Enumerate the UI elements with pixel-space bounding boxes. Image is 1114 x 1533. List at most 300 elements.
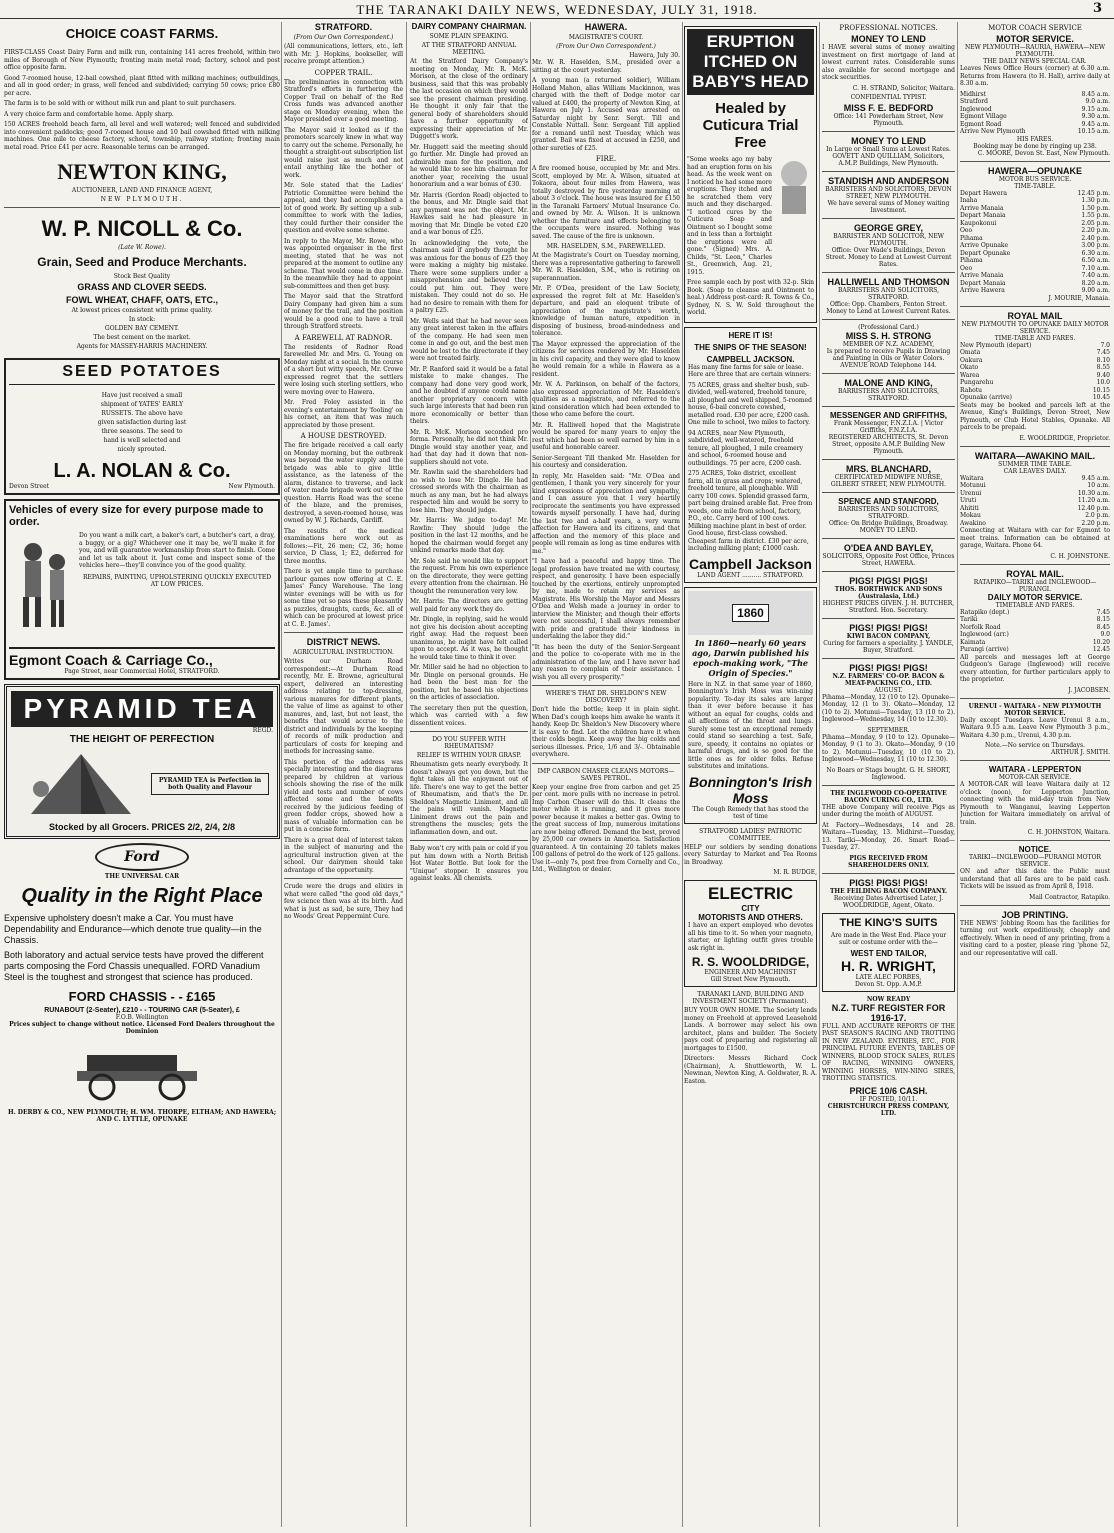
job-printing-body: THE NEWS' Jobbing Room has the facilities for turning out work expeditiously, cheaply and effectively. When in need of any printing, from a visiting card to a poster, please ring 'phone 52, and our representative will call. [960,919,1110,957]
nz-agent: No Boars or Stags bought. G. H. SHORT, Inglewood. [826,766,951,781]
timetable-time: 1.30 p.m. [1081,197,1110,204]
column-5 [684,22,817,1527]
ford-ad [4,843,280,1123]
royal-mail-2-heading: ROYAL MAIL. [1006,568,1064,579]
article-text: Mr. Huggett said the meeting should go further. Mr. Dingle had proved an admirable man for the position, and he would like to see him chairman for another year, receiving the usual honorarium and a war bonus of £30. [410,143,528,188]
inglewood-paid: PIGS RECEIVED FROM SHAREHOLDERS ONLY. [848,854,929,869]
article-text: The preliminaries in connection with Stratford's efforts in furthering the Copper Trail on behalf of the Red Cross funds was advanced another stage on Monday evening, when the Mayor presided over a good meeting. [284,78,403,123]
timetable-row [960,357,1110,365]
motor-booking: Booking may be done by ringing up 238. [973,142,1097,150]
motor-owner: C. MOORE, Devon St. East, New Plymouth. [977,149,1110,157]
ford-fob: F.O.B. Wellington [115,1014,169,1021]
timetable-place: Pihama [960,257,983,264]
timetable-time: 9.40 [1096,371,1110,379]
money-body-2: In Large or Small Sums at Lowest Rates. [826,145,951,153]
odea-sub: SOLICITORS, Opposite Post Office, Princes Street, HAWERA. [822,552,955,567]
timetable-time: 10.30 a.m. [1077,489,1110,497]
timetable-row [960,272,1110,280]
timetable-time: 7.0 [1100,341,1110,349]
feilding-heading: THE FEILDING BACON COMPANY. [829,887,948,895]
timetable-place: Arrive New Plymouth [960,128,1026,135]
timetable-place: Egmont Village [960,113,1007,120]
prof-notices-heading: PROFESSIONAL NOTICES. [839,24,938,32]
pigs-heading: PIGS! PIGS! PIGS! [849,662,928,673]
pyramid-prices: Stocked by all Grocers. PRICES 2/2, 2/4, 2/8 [48,822,236,832]
messenger-arch: REGISTERED ARCHITECTS, St. Devon Street, opposite A.M.P. Building New Plymouth. [828,433,949,455]
motorists-heading: MOTORISTS AND OTHERS. [698,913,803,922]
timetable-time: 6.50 a.m. [1081,257,1110,264]
timetable-place: Pihama [960,234,983,242]
timetable-place: Arrive Manaia [960,204,1004,212]
timetable-place: Norfolk Road [960,623,1001,631]
timetable-place: Opunake (arrive) [960,394,1013,401]
timetable-time: 9.45 a.m. [1081,120,1110,128]
article-text: Mr. Sole said he would like to support the request. From his own experience on the directorate, they were getting every attention from the chairman. He thought the remuneration very low. [410,557,528,595]
campbell-jackson-ad [684,327,817,583]
ford-car-illustration [4,1041,280,1103]
article-text: In reply, Mr. Haselden said: "Mr. O'Dea and gentlemen, I thank you very sincerely for your kind expressions of appreciation and sympathy, and I can assure you that I very heartily reciprocate the sentiments you have expressed towards myself personally. I have had, during the last two and a-half years, a very warm affection for Hawera and its citizens, and that affection and the memory of this place and people will remain as long as time endures with me." [532,472,680,555]
timetable-place: Inglewood [960,105,992,113]
timetable-place: New Plymouth (depart) [960,341,1032,349]
rheumatism-heading: DO YOU SUFFER WITH RHEUMATISM? [432,736,506,750]
dairy-sub: SOME PLAIN SPEAKING. [429,33,509,40]
nicoll-seeds: GRASS AND CLOVER SEEDS. [77,282,207,292]
govett-quilliam: GOVETT AND QUILLIAM, Solicitors, A.M.P. Buildings, New Plymouth. [832,152,945,167]
newton-king-sub: AUCTIONEER, LAND AND FINANCE AGENT, [71,187,213,194]
waitara-sub: SUMMER TIME TABLE. [998,460,1072,468]
royal-note: Seats may be booked and parcels left at the Avenue, King's Buildings, Devon Street, New Plymouth, or Club Hotel Stables, Opunake. All parcels to be prepaid. [960,401,1110,431]
peppermint-cure-verse: Crude were the drugs and elixirs in what were called "the good old days," few science then was at its birth. And what is just as sad, be sure, They had no Woods' Great Peppermint Cure. [284,883,403,920]
pyramid-tea-regd: REGD. [252,727,273,734]
timetable-time: 10.15 [1092,386,1110,394]
article-text: Mr. R. McK. Morison seconded pro forma. Personally, he did not think Mr. Dingle would stay another year, and had that day had it down that non-suppliers should not vote. [410,428,528,466]
sheldon-heading: WHERE'S THAT DR. SHELDON'S NEW DISCOVERY? [545,690,667,704]
motor-timetable [960,91,1110,136]
article-text: A young man (a returned soldier), William Holland Mahon, alias William Mackinnon, was charged with the theft of Dodge motor car valued at £400, the property of Newton King, at Hawera on July 1. Accused was arrested on Saturday night by Senr. Sergt. Till and Constable Nuttall. Senr. Sergeant Till applied for a remand until next Tuesday, which was granted. Bail was fixed at accused in £250, and other sureties of £25. [532,77,680,152]
timetable-time: 10.45 [1092,394,1110,401]
timetable-row [960,387,1110,395]
choice-farms-text: 150 ACRES freehold beach farm, all level and well watered; well fenced and subdivided into convenient paddocks; good 7-roomed house and 10 bail cowshed fitted with milking machines. One mile to cheese factory, school, township, railway station; fronting main metal road. Price £41 per acre. Reasonable terms can be arranged. [4,121,280,151]
article-text: At the Stratford Dairy Company's meeting on Monday, Mr. R. McK. Morison, at the close of the ordinary business, said that this was probably the last occasion on which they would see the present chairman presiding. He thought it only fair that the general body of shareholders should have a further opportunity of expressing their appreciation of Mr. Duggett's work. [410,58,528,140]
timetable-row [960,242,1110,250]
campbell-name: Campbell Jackson [689,555,812,572]
timetable-place: Stratford [960,98,988,105]
article-text: "I have had a peaceful and happy time. The legal profession have treated me with courtesy, respect, and generosity. I have been especially touched by the exertions, entirely unprompted by me, made to retain my services as Magistrate. His Worship the Mayor and Messrs O'Dea and Welsh made a journey in order to interview the Minister, and though their efforts were not successful, I shall always remember with pride and gratitude their kindness in undertaking the labor they did." [532,558,680,640]
timetable-time: 8.45 a.m. [1081,90,1110,98]
timetable-place: Kaimata [960,638,986,646]
timetable-place: Inaha [960,197,978,204]
nicoll-trade: Grain, Seed and Produce Merchants. [37,255,247,269]
timetable-time: 7.10 a.m. [1081,264,1110,272]
timetable-time: 3.00 p.m. [1081,242,1110,249]
column-2 [284,22,403,1527]
malone-sub: BARRISTERS AND SOLICITORS, STRATFORD. [837,387,940,402]
nz-schedule: Pihama—Monday, 12 (10 to 12). Opunake—Monday, 12 (1 to 3). Okato—Monday, 12 (10 to 2). Motunui—Tuesday, 13 (10 to 2). Inglewood—Wednesday, 14 (10 to 12.30). [822,693,955,723]
bedford-office: Office: 141 Powderham Street, New Plymouth. [833,112,944,127]
timetable-row [960,265,1110,273]
article-text: Senior-Sergeant Till thanked Mr. Haselden for his courtesy and consideration. [532,454,680,469]
article-text: Mr. Dingle, in replying, said he would not give his decision about accepting right away. Had the request been unanimous, he might have felt called upon to accept. As it was, he thought he would take time to think it over. [410,616,528,661]
dairy-chairman-heading: DAIRY COMPANY CHAIRMAN. [411,22,527,31]
article-text: In reply to the Mayor, Mr. Rowe, who was appointed organiser in the first meeting, stated that he was not prepared at the moment to outline any scheme. That would come in due time. In the meanwhile they had to appoint sub-committees and then get busy. [284,237,403,290]
feilding-body: Receiving Dates Advertised Later, J. WOOLDRIDGE, Agent, Okato. [833,894,944,909]
timetable-row [960,379,1110,387]
inglewood-schedule: At Factory—Wednesdays, 14 and 28. Waitara—Tuesday, 13. Midhirst—Tuesday, 13. Tariki—Monday, 26. Smart Road—Tuesday, 27. [822,821,955,851]
ladies-heading: STRATFORD LADIES' PATRIOTIC COMMITTEE. [699,827,802,842]
seed-potatoes-heading: SEED POTATOES [9,363,275,385]
pyramid-tea-slogan: THE HEIGHT OF PERFECTION [69,734,215,745]
farewell-heading: A FAREWELL AT RADNOR. [294,333,393,342]
newton-king-city: NEW PLYMOUTH. [100,196,184,203]
messenger-griffiths: MESSENGER AND GRIFFITHS, [829,410,948,420]
timetable-time: 2.0 p.m. [1085,512,1110,519]
vehicles-body: Do you want a milk cart, a baker's cart, a butcher's cart, a dray, a buggy, or a gig? Whichever one it may be, we'll make it for you, and will guarantee workmanship from start to finish. Come and let us talk about it. Just come and inspect some of the vehicles here—they'll convince you of the good quality. [79,532,275,569]
column-rule [957,22,958,1527]
timetable-row [960,505,1110,513]
choice-farms-text: FIRST-CLASS Coast Dairy Farm and milk run, containing 141 acres freehold, within two miles of Borough of New Plymouth; fronting main metal road; factory, school and post office opposite farm. [4,49,280,71]
farms-intro: Has many fine farms for sale or lease. Here are three that are certain winners: [688,363,811,378]
timetable-row [960,497,1110,505]
standish-sub: BARRISTERS AND SOLICITORS, DEVON STREET, NEW PLYMOUTH. [825,185,952,200]
motor-leaves: Leaves News Office Hours (corner) at 6.30 a.m. Returns from Hawera (to H. Hall), arrive daily at 8.30 a.m. [960,65,1110,87]
wooldridge-sub: ENGINEER AND MACHINIST [704,969,797,976]
ford-body: Expensive upholstery doesn't make a Car. You must have Dependability and Endurance—which denote true quality—in the Chassis. [4,913,262,945]
timetable-row [960,349,1110,357]
timetable-row [960,227,1110,235]
relief-heading: RELIEF IS WITHIN YOUR GRASP. [416,752,522,759]
timetable-row [960,197,1110,205]
kings-suits-heading: THE KING'S SUITS [839,916,938,929]
daily-note: All parcels and messages left at George Gudgeon's Garage (Inglewood) will receive every attention, for further particulars apply to the proprietor. [960,653,1110,683]
bonnington-ad [684,587,817,824]
timetable-time: 7.45 [1096,349,1110,356]
timetable-place: Oeo [960,227,973,234]
article-text: The secretary then put the question, which was carried with a few dissentient voices. [410,704,528,727]
timetable-row [960,394,1110,402]
choice-farms-heading: CHOICE COAST FARMS. [65,26,219,41]
kings-suits-body: Are made in the West End. Place your suit or costume order with the— [830,931,947,946]
here-it-is: HERE IT IS! [728,330,773,340]
timetable-place: Omata [960,349,981,356]
timetable-time: 6.30 a.m. [1081,249,1110,257]
masthead-title: THE TARANAKI DAILY NEWS, WEDNESDAY, JULY 31, 1918. [356,2,758,17]
pyramid-box-text: PYRAMID TEA is Perfection in both Quality and Flavour [151,773,269,795]
timetable-row [960,631,1110,639]
timetable-place: Purangi (arrive) [960,646,1009,653]
article-text: A fire roomed house, occupied by Mr. and Mrs. Scott, employed by Mr. A. Wilson, situated at Tokaora, about four miles from Hawera, was totally destroyed by fire yesterday morning at about 3 o'clock. The house was insured for £150 in the Taranaki Farmers' Mutual Insurance Co. and owned by Mr. A. Wilson. It is unknown whether the furniture and effects belonging to the occupants were insured. Nothing was saved. The cause of the fire is unknown. [532,165,680,240]
egmont-name: Egmont Coach & Carriage Co., [9,647,275,668]
standish-anderson: STANDISH AND ANDERSON [828,175,949,186]
timetable-row [960,190,1110,198]
article-text: Mr. Fred Foley assisted in the evening's entertainment by 'fooling' on his cornet, an item that was much appreciated by those present. [284,399,403,429]
timetable-row [960,98,1110,106]
royal-timetable-heading: TIME-TABLE AND FARES. [994,334,1076,342]
nicoll-stock: Stock Best Quality [113,273,171,280]
timetable-place: Arrive Opunake [960,242,1009,249]
george-grey: GEORGE GREY, [853,222,924,233]
farm-75: 75 ACRES, grass and shelter bush, sub-divided, well-watered, freehold tenure, all ploughed and well shipped, 5-roomed house, 6-bail concrete cowshed, metalled road. £30 per acre, £200 cash. One mile to school, two miles to factory. [688,381,812,426]
timetable-row [960,106,1110,114]
turf-price: PRICE 10/6 CASH. [849,1085,928,1096]
royal-timetable [960,342,1110,402]
daily-motor-heading: DAILY MOTOR SERVICE. [987,592,1083,602]
grey-sub: BARRISTER AND SOLICITOR, NEW PLYMOUTH. [833,232,944,247]
timetable-place: Depart Manaia [960,212,1006,219]
hawera-dateline: Hawera, July 30. [629,52,680,59]
taranaki-building-body: BUY YOUR OWN HOME. The Society lends money on Freehold at approved Leasehold Lands. A borrower may select his own architect, plans and builder. The Society pays cost of preparing and registering all mortgages to £1500. [684,1007,817,1052]
blanchard-sub: CERTIFICATED MIDWIFE NURSE, GILBERT STREET, NEW PLYMOUTH. [830,473,947,488]
royal-owner: E. WOOLDRIDGE, Proprietor. [1019,434,1110,442]
ford-dealers: H. DERBY & CO., NEW PLYMOUTH; H. WM. THORPE, ELTHAM; AND HAWERA; AND C. LYTTLE, OPUNAKE [7,1109,277,1123]
taranaki-building-heading: TARANAKI LAND, BUILDING AND INVESTMENT SOCIETY (Permanent). [692,991,809,1005]
motor-fares: HIS FARES. [1016,135,1054,143]
timetable-place: Awakino [960,519,986,527]
timetable-row [960,220,1110,228]
magistrate-court-heading: MAGISTRATE'S COURT. [568,34,644,41]
stratford-note: (All communications, letters, etc., left with Mr. J. Hopkins, bookseller, will receive prompt attention.) [284,43,403,65]
article-text: There is a great deal of interest taken in the subject of manuring and the agricultural instruction given at the school. Our dairymen should take advantage of the opportunity. [284,836,403,874]
column-6 [822,22,955,1527]
waitara-owner: C. H. JOHNSTONE. [1050,552,1110,560]
column-3 [410,22,528,1527]
borthwick: THOS. BORTHWICK AND SONS (Australasia, Ltd.) [834,585,943,600]
column-rule [281,22,282,1527]
timetable-place: Depart Manaia [960,279,1006,287]
job-printing-heading: JOB PRINTING. [1001,909,1069,920]
timetable-time: 9.0 [1100,631,1110,638]
blanchard-name: MRS. BLANCHARD, [846,463,931,474]
standish-note: We have several sums of Money waiting Investment. [827,199,950,214]
nicoll-prices: At lowest prices consistent with prime quality. [71,307,213,314]
stratford-heading: STRATFORD. [314,22,373,32]
strong-name: MISS S. H. STRONG [845,330,932,341]
timetable-time: 10 a.m. [1087,482,1110,489]
wright-name: H. R. WRIGHT, [841,957,936,974]
timetable-time: 1.55 p.m. [1081,212,1110,219]
cuticura-body: "Some weeks ago my baby had an eruption form on his head. As the week went on I noticed he had some more eruptions. They itched and he scratched them very much and they discharged. "I noticed cures by the Cuticura Soap and Ointment so I bought some and in less than a fortnight the eruptions were all gone." (Signed) Mrs. A. Childs, "St. Leon," Charles St., Greenwich, Aug. 21, 1915. [687,156,772,276]
stratford-sub: (From Our Own Correspondent.) [293,34,394,41]
urenui-owner: ARTHUR J. SMITH. [1051,749,1110,756]
timetable-place: Arrive Hawera [960,287,1005,294]
article-text: Mr. Sole stated that the Ladies' Patriotic Committee were behind the appeal, and they had accomplished a lot of good work. By setting up a sub-committee to work with the ladies, they could further their consider the question and evolve some scheme. [284,182,403,234]
ladies-sign: M. R. BUDGE, [773,869,817,876]
ford-tagline: THE UNIVERSAL CAR [104,873,180,880]
timetable-row [960,113,1110,121]
urenui-note: Note.—No service on Thursdays. [985,742,1085,749]
timetable-row [960,235,1110,243]
timetable-row [960,482,1110,490]
article-text: Don't hide the bottle; keep it in plain sight. When Dad's cough keeps him awake he wants it handy. Keep Dr. Sheldon's New Discovery where it is easy to find. Let the children have it when their colds begin. Keep away the big colds and serious illnesses. Price, 1/6 and 3/-. Obtainable everywhere. [532,706,680,758]
odea-bayley: O'DEA AND BAYLEY, [843,542,934,553]
motor-daily: THE DAILY NEWS SPECIAL CAR. [983,58,1087,65]
ford-note: Prices subject to change without notice. Licensed Ford Dealers throughout the Dominion [9,1021,275,1035]
bonnington-name: Bonnington's Irish Moss [688,773,813,806]
kings-suits-ad [822,913,955,992]
timetable-place: Warea [960,371,980,379]
pyramid-tea-name: PYRAMID TEA [11,691,273,727]
nicoll-fowl: FOWL WHEAT, CHAFF, OATS, ETC., [66,295,218,305]
timetable-time: 12.45 [1092,646,1110,653]
timetable-row [960,205,1110,213]
daily-timetable [960,609,1110,654]
timetable-row [960,512,1110,520]
spence-office: Office: On Bridge Buildings, Broadway. MONEY TO LEND. [829,519,948,534]
malone-king: MALONE AND KING, [844,377,933,388]
daily-timetable-heading: TIMETABLE AND FARES. [995,601,1075,609]
dairy-sub-2: AT THE STRATFORD ANNUAL MEETING. [421,42,517,56]
timetable-time: 7.45 [1096,608,1110,616]
fire-heading: FIRE. [595,155,617,163]
ford-heading: Quality in the Right Place [21,885,263,907]
pyramid-illustration [11,749,151,819]
article-text: Mr. Harris: We judge to-day! Mr. Rawlin: They should judge the position in the last 12 months, and he hoped the chairman would forget any unkind remarks made that day. [410,517,528,554]
hawera-owner: J. MOURIE, Manaia. [1048,294,1110,302]
timetable-row [960,364,1110,372]
timetable-place: Depart Opunake [960,249,1011,257]
motorists-body: I have an expert employed who devotes all his time to it. So when your magneto, starter, or lighting outfit gives trouble ask right in. [688,922,813,952]
money-to-lend-heading: MONEY TO LEND [851,34,926,44]
eruption-heading: ERUPTION ITCHED ON BABY'S HEAD [687,29,814,95]
timetable-row [960,520,1110,528]
timetable-time: 10.0 [1096,379,1110,386]
farm-94: 94 ACRES, near New Plymouth, subdivided, well-watered, freehold tenure, all ploughed, 1 mile creamery and school, 6-roomed house and outbuildings. 75 per acre, £200 cash. [688,429,803,467]
urenui-body: Daily except Tuesdays. Leave Urenui 8 a.m., Waitara 9.15 a.m. Leave New Plymouth 3 p.m., Waitara 4.30 p.m., Urenui, 4.30 p.m. [960,716,1110,739]
column-rule [406,22,407,1527]
timetable-row [960,475,1110,483]
timetable-place: Urenui [960,489,982,497]
farm-275: 275 ACRES, Toko district, excellent farm, all in grass and crops; watered, freehold tenure, all ploughable. Will carry 100 cows. Splendid grassed farm, part being drained arable flat. Free from weeds, one mile from school, factory, P.O., etc. Carry herd of 100 cows. Milking machine plant in best of order. Good house, first-class cowshed. Cheapest farm in district. £30 per acre, including milking plant; £1000 cash. [688,470,813,552]
copper-trail-heading: COPPER TRAIL. [314,68,373,77]
article-text: The results of the medical examinations here work out as follows:—Fit, 26 men; C2, 36; home service, D Class, 1; E2, deferred for three months. [284,527,403,565]
messenger-sub: Frank Messenger, F.N.Z.I.A. | Victor Griffiths, F.N.Z.I.A. [833,419,944,434]
timetable-place: Kaupokonui [960,219,997,227]
borthwick-body: HIGHEST PRICES GIVEN. J. H. BUTCHER, Stratford. Hon. Secretary. [822,599,955,614]
article-text: The Mayor said it looked as if the promoters scarcely knew in what way to carry out the scheme. Personally, he thought a straight-out subscription list would raise just as much and not entail anything like the bother of work. [284,126,403,179]
strong-sub: MEMBER OF N.Z. ACADEMY, [842,340,935,348]
article-text: Rheumatism gets nearly everybody. It doesn't always get you down, but the fight takes all the enjoyment out of life. There's one way to get the better of Rheumatism, and that's the Dr. Sheldon's Magnetic Liniment, and all the pains will vanish. Magnetic Liniment draws out the pain and strengthens the muscles; gets the inflammation down, and out. [410,761,528,836]
spence-stanford: SPENCE AND STANFORD, [838,496,939,506]
agri-heading: AGRICULTURAL INSTRUCTION. [293,649,394,656]
nolan-name: L. A. NOLAN & Co. [53,460,231,482]
notice-heading: NOTICE. [1018,845,1052,854]
cuticura-ad [684,26,817,323]
timetable-row [960,624,1110,632]
wooldridge-ad [684,880,817,987]
hot-water-bottle-text: Baby won't cry with pain or cold if you put him down with a North British Hot Water Bottle. But look for the "Unique" stopper. It ensures you against leaks. All chemists. [410,845,528,882]
tariki-body: ON and after this date the Public must understand that all fares are to be paid cash. Tickets will be issued as from April 8, 1918. [960,868,1110,890]
kiwi-body: Curing for farmers a speciality. J. YANDLE, Buyer, Stratford. [823,639,954,654]
timetable-place: Rahotu [960,386,982,394]
wooldridge-name: R. S. WOOLDRIDGE, [691,955,810,969]
article-text: Mr. Harris: The directors are getting well paid for any work they do. [410,598,528,613]
ford-body-2: Both laboratory and actual service tests have proved the different parts composing the Ford Chassis unequalled. FORD Vanadium Steel is the toughest and strongest that science has produced. [4,950,264,982]
article-text: Mr. Harris (Gordon Road) objected to the bonus, and Mr. Dingle said that any payment was not the object. Mr. Hawkes said he had pleasure in moving that Mr. Dingle be voted £20 and a war bonus of £25. [410,191,528,236]
vehicles-heading: Vehicles of every size for every purpose made to order. [9,504,264,528]
taranaki-directors: Directors: Messrs Richard Cock (Chairman), A. Shuttleworth, W. L. Newman, Newton King, A. Goldwater, R. A. Easton. [684,1055,817,1085]
turf-body: FULL AND ACCURATE REPORTS OF THE PAST SEASON'S RACING AND TROTTING IN NEW ZEALAND. ENTRIES, ETC., FOR PRINCIPAL FUTURE EVENTS, TABLES OF WINNERS, BLOOD STOCK SALES, RULES OF RACING, WINNING OWNERS, WINNING HORSES, WIN-NING SIRES, TROTTING STATISTICS. [822,1022,955,1082]
christchurch-press: CHRISTCHURCH PRESS COMPANY, LTD. [827,1102,950,1117]
west-end-tailor: WEST END TAILOR, [850,948,927,958]
motor-service-heading: MOTOR SERVICE. [996,34,1074,44]
column-4 [532,22,680,1527]
darwin-portrait [688,591,813,635]
waitara-timetable [960,475,1110,528]
halliwell-office: Office: Opp. Chambers, Fenton Street. Money to Lend at Lowest Current Rates. [826,300,951,315]
confidential-typist: CONFIDENTIAL TYPIST. [850,93,927,101]
hawera-opunake-heading: HAWERA—OPUNAKE [987,165,1082,176]
article-text: At the Magistrate's Court on Tuesday morning, there was a representative gathering to farewell Mr. W. R. Haselden, S.M., who is retiring on superannuation. [532,252,680,282]
timetable-time: 8.15 [1096,616,1110,623]
lepperton-sub: MOTOR-CAR SERVICE. [998,774,1072,781]
column-rule [819,22,820,1527]
bonnington-sub: The Cough Remedy that has stood the test of time [692,805,809,820]
timetable-time: 10.15 a.m. [1077,128,1110,135]
article-text: Mr. P. Ranford said it would be a fatal mistake to make changes. The company had done very good work, and he doubted if anyone could name another proprietary concern with such large interests that had been run more economically or better than theirs. [410,365,528,425]
money-to-lend-heading-2: MONEY TO LEND [851,135,926,146]
now-ready: NOW READY [866,995,911,1003]
lepperton-heading: WAITARA - LEPPERTON [988,765,1082,774]
children-illustration [9,532,79,642]
seed-potatoes-body: Have just received a small shipment of YATES' EARLY RUSSETS. The above have given satisfaction during last three seasons. The seed to hand is well selected and nicely sprouted. [97,392,187,453]
ford-runabout-price: RUNABOUT (2-Seater), £210 - - TOURING CAR (5-Seater), £ [44,1007,240,1014]
halliwell-sub: BARRISTERS AND SOLICITORS, STRATFORD. [837,286,940,301]
halliwell-thomson: HALLIWELL AND THOMSON [827,276,950,287]
egmont-coach-ad [4,499,280,680]
nz-august: AUGUST. [874,686,903,694]
timetable-time: 12.45 p.m. [1077,189,1110,197]
pigs-heading: PIGS! PIGS! PIGS! [849,575,928,586]
article-text: "It has been the duty of the Senior-Sergeant and the police to co-operate with me in the administration of the law, and I have never had any reason to complain of their assistance. I wish you all every prosperity." [532,643,680,681]
bedford-name: MISS F. E. BEDFORD [843,102,934,113]
grey-office: Office: Over Wade's Buildings, Devon Street. Money to Lend at Lowest Current Rates. [825,246,952,268]
column-7 [960,22,1110,1527]
timetable-time: 2.20 p.m. [1081,227,1110,234]
timetable-place: Ahititi [960,504,979,512]
nz-september: SEPTEMBER. [867,726,910,734]
timetable-row [960,91,1110,99]
pigs-heading: PIGS! PIGS! PIGS! [849,622,928,633]
timetable-place: Inglewood (arr.) [960,631,1009,638]
timetable-row [960,212,1110,220]
tariki-notice: TARIKI—INGLEWOOD—PURANGI MOTOR SERVICE. [969,854,1101,868]
timetable-place: Ratapiko (dept.) [960,608,1010,616]
article-text: Keep your engine free from carbon and get 25 per cent. more pulls with no increase in petrol. Imp Carbon Chaser will do this. It cleans the motor while it is running, and it gives more power because it makes a better gas. Owing to the great success of Imp, numerous imitations are now being offered. Demand the best, proved by 25,000 car owners in America. Satisfaction guaranteed. A tin containing 20 tablets makes 100 gallons of petrol do the work of 125 gallons. Use it—only 7s, post free from Cornelly and Co., Ltd., Wellington or dealer. [532,783,680,873]
timetable-place: Pungarehu [960,379,994,386]
timetable-place: Depart Hawera [960,189,1007,197]
strong-address: AVENUE ROAD Telephone 144. [840,361,937,369]
hawera-sub: MOTOR BUS SERVICE. [998,175,1072,183]
timetable-place: Oeo [960,264,973,272]
timetable-time: 1.50 p.m. [1081,204,1110,212]
lepperton-owner: C. H. JOHNSTON, Waitara. [1027,829,1110,836]
wooldridge-address: Gill Street New Plymouth. [710,976,791,983]
timetable-time: 2.05 p.m. [1081,219,1110,227]
campbell-tag: CAMPBELL JACKSON. [706,354,795,364]
timetable-place: Uruti [960,497,977,504]
waitara-days: CAR LEAVES DAILY. [1003,467,1067,475]
motor-route: NEW PLYMOUTH—RAURIA, HAWERA—NEW PLYMOUTH. [964,44,1106,58]
nicoll-best: The best cement on the market. [93,334,191,341]
timetable-row [960,287,1110,295]
timetable-row [960,342,1110,350]
timetable-time: 11.20 a.m. [1077,497,1110,504]
column-rule [682,22,683,1527]
hawera-sub: (From Our Own Correspondent.) [556,43,656,50]
article-text: Mr. P. O'Dea, president of the Law Society, expressed the regret felt at Mr. Haselden's departure, and paid an eloquent tribute of appreciation of the magistrate's worth, knowledge of human nature, expedition in disposing of business, broad-mindedness and tolerance. [532,285,680,337]
turf-post: IF POSTED, 10/11. [859,1095,918,1103]
darwin-body: Here in N.Z. in that same year of 1860, Bonnington's Irish Moss was win-ning popularity. To-day its sales are larger than it ever before because it has without an equal for coughs, colds and all affections of the throat and lungs. Surely some test an exceptional remedy could stand so searching a test. Safe, sure, speedy, it contains no opiates or harmful drugs, and is so good for the little ones as for older folks. Refuse substitutes and imitations. [688,680,813,770]
article-text: Mr. W. A. Parkinson, on behalf of the factors, also expressed appreciation of Mr. Haselden's qualities as a magistrate, and referred to the kind consideration which had been extended to those who came before the court. [532,381,680,418]
